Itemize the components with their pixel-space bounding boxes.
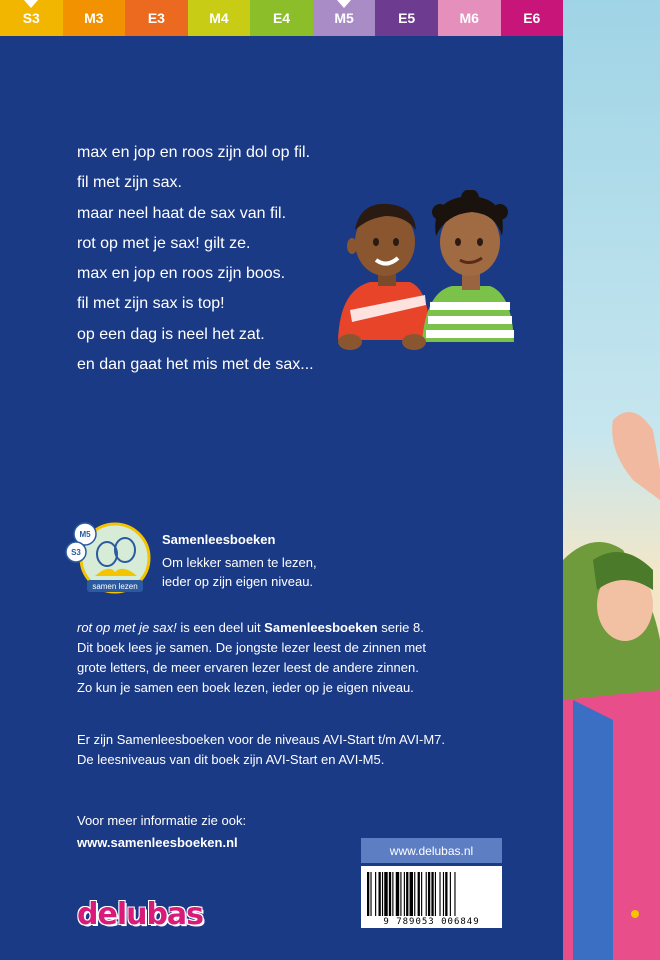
level-m3 (63, 0, 126, 36)
description-line: grote letters, de meer ervaren lezer leest de andere zinnen. (77, 660, 419, 675)
girl-illustration (563, 0, 660, 960)
publisher-url[interactable]: www.delubas.nl (361, 838, 502, 863)
story-line: maar neel haat de sax van fil. (77, 204, 287, 222)
info-label: Voor meer informatie zie ook: (77, 813, 247, 828)
level-bar (0, 0, 563, 36)
barcode-bar (379, 872, 381, 916)
barcode-bar (431, 872, 433, 916)
barcode-bar (450, 872, 451, 916)
level-e3 (125, 0, 188, 36)
description-paragraph-1 (77, 618, 426, 698)
level-m4 (188, 0, 251, 36)
badge-caption: samen lezen (92, 582, 138, 591)
level-label: M3 (84, 10, 104, 26)
description-text: is een deel uit (176, 620, 265, 635)
barcode-bar (445, 872, 447, 916)
barcode-bar (406, 872, 408, 916)
barcode-bar (370, 872, 371, 916)
level-marker-icon (24, 0, 38, 8)
barcode-bar (400, 872, 401, 916)
barcode-bar (414, 872, 415, 916)
barcode-bar (435, 872, 436, 916)
story-line: max en jop en roos zijn dol op fil. (77, 144, 311, 161)
barcode-bar (375, 872, 376, 916)
badge-level-top: M5 (79, 530, 91, 539)
barcode-icon (361, 870, 502, 920)
barcode-bar (428, 872, 430, 916)
book-title: rot op met je sax! (77, 620, 177, 635)
barcode-bar (389, 872, 391, 916)
barcode-bar (396, 872, 399, 916)
barcode-bar (367, 872, 369, 916)
barcode-bar (404, 872, 405, 916)
level-e6 (501, 0, 564, 36)
samenlezen-badge-icon (65, 520, 155, 598)
level-label: M5 (334, 10, 354, 26)
description-paragraph-2 (77, 730, 445, 770)
isbn-number: 9 789053 006849 (383, 917, 480, 927)
barcode-bar (410, 872, 413, 916)
barcode-bar (439, 872, 440, 916)
level-label: E6 (523, 10, 541, 26)
level-label: S3 (22, 10, 40, 26)
story-line: rot op met je sax! gilt ze. (77, 234, 251, 252)
description-line: Er zijn Samenleesboeken voor de niveaus AVI-Start t/m AVI-M7. (77, 732, 446, 747)
barcode-bar (418, 872, 420, 916)
level-marker-icon (337, 0, 351, 8)
badge-level-bottom: S3 (71, 548, 81, 557)
level-label: E4 (272, 10, 291, 26)
story-line: en dan gaat het mis met de sax... (77, 356, 314, 374)
barcode-bar (392, 872, 393, 916)
barcode-bar (443, 872, 444, 916)
story-line: max en jop en roos zijn boos. (77, 265, 286, 283)
samenleesboeken-link[interactable]: www.samenleesboeken.nl (77, 835, 238, 850)
badge-title: Samenleesboeken (162, 532, 276, 547)
level-e4 (250, 0, 313, 36)
badge-line: ieder op zijn eigen niveau. (162, 574, 314, 589)
level-s3 (0, 0, 63, 36)
story-excerpt (77, 143, 314, 385)
barcode-bar (426, 872, 427, 916)
badge-line: Om lekker samen te lezen, (162, 555, 317, 570)
level-label: M6 (459, 10, 479, 26)
two-boys-illustration (330, 190, 520, 360)
description-line: Dit boek lees je samen. De jongste lezer leest de zinnen met (77, 640, 427, 655)
story-line: fil met zijn sax. (77, 174, 182, 192)
description-line (77, 618, 426, 638)
level-label: E3 (147, 10, 165, 26)
level-label: M4 (209, 10, 229, 26)
story-line: fil met zijn sax is top! (77, 295, 225, 313)
barcode-bar (421, 872, 422, 916)
isbn-barcode (361, 866, 502, 928)
story-line: op een dag is neel het zat. (77, 325, 265, 343)
series-name: Samenleesboeken (264, 620, 378, 635)
delubas-logo (77, 895, 203, 933)
level-label: E5 (398, 10, 416, 26)
description-line: Zo kun je samen een boek lezen, ieder op je eigen niveau. (77, 680, 414, 695)
barcode-bar (382, 872, 383, 916)
description-line: De leesniveaus van dit boek zijn AVI-Start en AVI-M5. (77, 752, 385, 767)
badge-description (162, 553, 317, 591)
level-m6 (438, 0, 501, 36)
barcode-bar (454, 872, 455, 916)
barcode-bar (384, 872, 387, 916)
description-text: serie 8. (377, 620, 424, 635)
level-m5 (313, 0, 376, 36)
level-e5 (375, 0, 438, 36)
logo-text: delubas (77, 896, 204, 932)
